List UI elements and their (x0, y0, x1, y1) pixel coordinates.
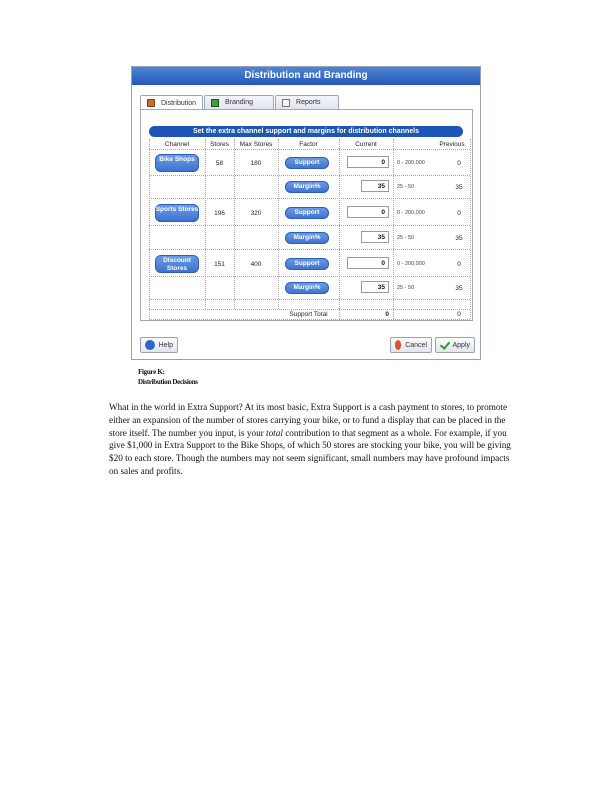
channel-table (149, 139, 470, 319)
distribution-icon (147, 99, 155, 107)
row-divider (149, 198, 470, 199)
distribution-branding-screenshot (131, 66, 481, 360)
support-total-current: 0 (385, 311, 389, 318)
cancel-label: Cancel (405, 341, 427, 349)
support-button[interactable]: Support (285, 157, 329, 169)
support-input[interactable]: 0 (347, 156, 389, 168)
support-input[interactable]: 0 (347, 257, 389, 269)
help-label: Help (158, 341, 173, 349)
support-total-label: Support Total (289, 311, 328, 318)
max-stores-value: 320 (250, 210, 262, 217)
support-button[interactable]: Support (285, 258, 329, 270)
margin-button[interactable]: Margin% (285, 181, 329, 193)
paragraph-emphasis: total (266, 427, 283, 438)
header-current: Current (355, 141, 377, 148)
margin-input[interactable]: 35 (361, 281, 389, 293)
tab-label: Distribution (161, 99, 197, 107)
channel-bike-shops[interactable]: Bike Shops (155, 154, 199, 172)
margin-range: 25 - 50 (397, 285, 415, 291)
header-stores: Stores (210, 141, 229, 148)
support-range: 0 - 200,000 (397, 210, 425, 216)
checkmark-icon (440, 340, 448, 350)
header-factor: Factor (299, 141, 318, 148)
row-divider (149, 249, 470, 250)
margin-range: 25 - 50 (397, 184, 415, 190)
tab-label: Branding (225, 99, 254, 106)
row-divider (149, 175, 470, 176)
paragraph-text-2: contribution to that segment as a whole. For example, if you give $1,000 in Extra Support to the Bike Shops, of which 50 stores are stocking your bike, you will be giving $20 to each store. Though the numbers may not seem significant, small numbers may have profound impacts on sales and profits. (109, 427, 511, 476)
margin-previous: 35 (455, 235, 463, 242)
support-range: 0 - 200,000 (397, 160, 425, 166)
margin-previous: 35 (455, 285, 463, 292)
margin-previous: 35 (455, 184, 463, 191)
margin-range: 25 - 50 (397, 235, 415, 241)
tab-bar (140, 95, 340, 110)
instructions-banner: Set the extra channel support and margins for distribution channels (149, 126, 463, 137)
support-previous: 0 (457, 210, 461, 217)
figure-number: Figure K: (138, 368, 165, 376)
support-previous: 0 (457, 160, 461, 167)
branding-icon (211, 99, 219, 107)
channel-discount-stores[interactable]: Discount Stores (155, 255, 199, 273)
cancel-icon (395, 340, 401, 350)
channel-sports-stores[interactable]: Sports Stores (155, 204, 199, 222)
tab-branding[interactable] (204, 95, 274, 109)
window-title: Distribution and Branding (132, 67, 480, 85)
stores-value: 58 (215, 160, 224, 167)
margin-button[interactable]: Margin% (285, 232, 329, 244)
support-range: 0 - 200,000 (397, 261, 425, 267)
row-divider (149, 225, 470, 226)
header-max-stores: Max Stores (239, 141, 273, 148)
tab-label: Reports (296, 99, 321, 106)
support-total-previous: 0 (457, 311, 461, 318)
apply-button[interactable] (435, 337, 475, 353)
stores-value: 196 (214, 210, 225, 217)
column-divider (470, 139, 471, 319)
max-stores-value: 180 (250, 160, 262, 167)
column-divider (393, 139, 394, 319)
stores-value: 151 (214, 261, 225, 268)
row-divider (149, 319, 470, 320)
margin-input[interactable]: 35 (361, 180, 389, 192)
help-button[interactable] (140, 337, 178, 353)
tab-distribution[interactable] (140, 95, 203, 110)
row-divider (149, 276, 470, 277)
header-channel: Channel (164, 141, 190, 148)
support-input[interactable]: 0 (347, 206, 389, 218)
margin-button[interactable]: Margin% (285, 282, 329, 294)
help-icon (145, 340, 155, 350)
apply-label: Apply (452, 341, 470, 349)
row-divider (149, 299, 470, 300)
reports-icon (282, 99, 290, 107)
distribution-panel (140, 109, 473, 321)
body-paragraph (109, 401, 519, 478)
column-divider (149, 139, 150, 319)
header-previous: Previous (439, 141, 465, 148)
support-button[interactable]: Support (285, 207, 329, 219)
max-stores-value: 400 (250, 261, 262, 268)
column-divider (339, 139, 340, 319)
paragraph-text-1: What in the world in Extra Support? At its most basic, Extra Support is a cash payment to stores, to promote either an expansion of the number of stores carrying your bike, or to fund a display that can be placed in the store itself. The number you input, is your (109, 402, 508, 438)
support-previous: 0 (457, 261, 461, 268)
column-divider (278, 139, 279, 309)
cancel-button[interactable] (390, 337, 432, 353)
row-divider (149, 149, 470, 150)
margin-input[interactable]: 35 (361, 231, 389, 243)
tab-reports[interactable] (275, 95, 339, 109)
figure-title: Distribution Decisions (138, 378, 198, 386)
row-divider (149, 309, 470, 310)
